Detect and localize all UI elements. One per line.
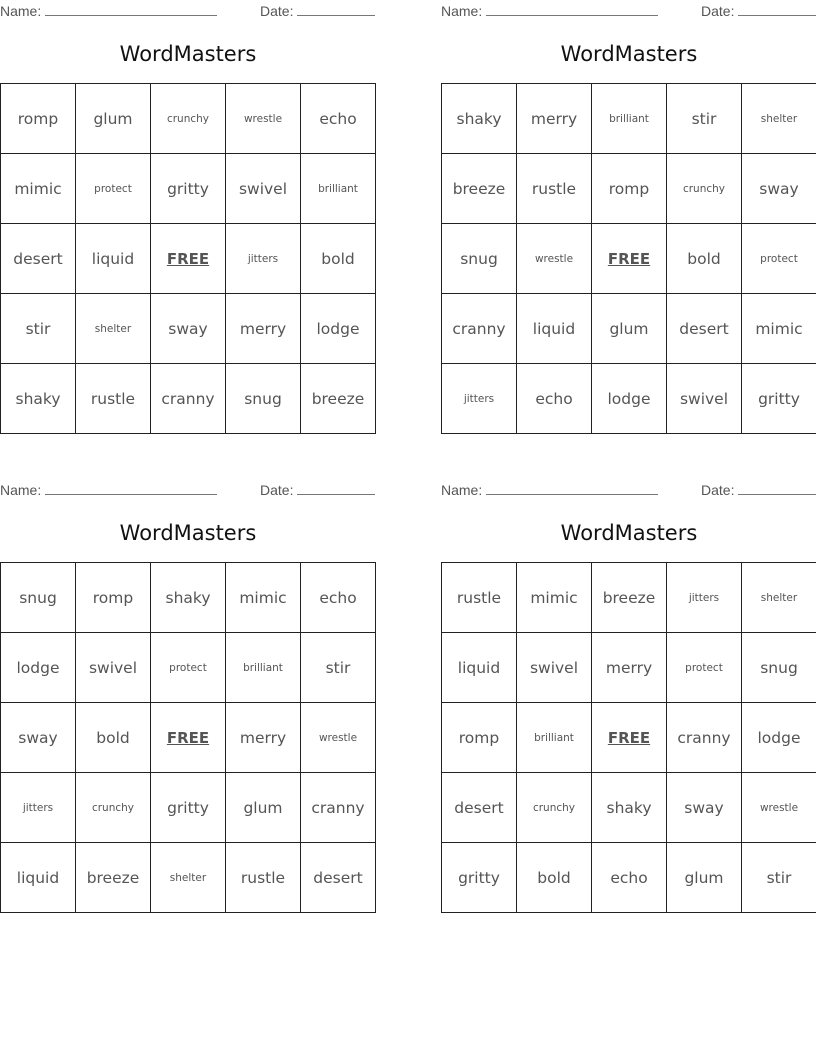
word-cell[interactable]: protect: [742, 224, 816, 294]
word-cell[interactable]: sway: [151, 294, 226, 364]
card-title: WordMasters: [560, 521, 698, 545]
word-cell[interactable]: glum: [226, 773, 301, 843]
grid-row: [442, 563, 816, 633]
date-label: Date:: [260, 482, 294, 498]
word-cell[interactable]: glum: [76, 84, 151, 154]
word-cell[interactable]: rustle: [517, 154, 592, 224]
word-cell[interactable]: swivel: [226, 154, 301, 224]
word-cell[interactable]: shelter: [742, 84, 816, 154]
grid-row: [442, 633, 816, 703]
word-cell[interactable]: cranny: [151, 364, 226, 434]
word-cell[interactable]: jitters: [1, 773, 76, 843]
word-cell[interactable]: crunchy: [517, 773, 592, 843]
bingo-card-2: [441, 0, 816, 434]
word-cell[interactable]: protect: [151, 633, 226, 703]
word-cell[interactable]: brilliant: [592, 84, 667, 154]
word-cell[interactable]: wrestle: [226, 84, 301, 154]
name-blank[interactable]: [45, 3, 217, 16]
word-cell[interactable]: rustle: [76, 364, 151, 434]
word-cell[interactable]: gritty: [442, 843, 517, 913]
word-cell[interactable]: stir: [667, 84, 742, 154]
bingo-grid: [441, 562, 816, 913]
word-cell[interactable]: sway: [1, 703, 76, 773]
word-cell[interactable]: stir: [742, 843, 816, 913]
word-cell[interactable]: shaky: [442, 84, 517, 154]
word-cell[interactable]: jitters: [226, 224, 301, 294]
date-blank[interactable]: [297, 3, 375, 16]
word-cell[interactable]: glum: [667, 843, 742, 913]
grid-row: [1, 563, 376, 633]
word-cell[interactable]: echo: [301, 84, 376, 154]
date-label: Date:: [260, 3, 294, 19]
word-cell[interactable]: bold: [301, 224, 376, 294]
grid-row: [1, 154, 376, 224]
name-date-line: [441, 482, 735, 498]
word-cell[interactable]: wrestle: [301, 703, 376, 773]
word-cell[interactable]: gritty: [151, 773, 226, 843]
word-cell[interactable]: cranny: [667, 703, 742, 773]
word-cell[interactable]: shaky: [592, 773, 667, 843]
date-blank[interactable]: [297, 482, 375, 495]
bingo-grid: [441, 83, 816, 434]
word-cell[interactable]: shaky: [151, 563, 226, 633]
word-cell[interactable]: romp: [76, 563, 151, 633]
word-cell[interactable]: jitters: [667, 563, 742, 633]
word-cell[interactable]: protect: [667, 633, 742, 703]
free-space-cell[interactable]: FREE: [592, 703, 667, 773]
word-cell[interactable]: stir: [1, 294, 76, 364]
grid-row: [442, 703, 816, 773]
word-cell[interactable]: cranny: [442, 294, 517, 364]
word-cell[interactable]: mimic: [742, 294, 816, 364]
word-cell[interactable]: shelter: [742, 563, 816, 633]
grid-row: [1, 773, 376, 843]
word-cell[interactable]: swivel: [667, 364, 742, 434]
date-blank[interactable]: [738, 3, 816, 16]
word-cell[interactable]: desert: [442, 773, 517, 843]
word-cell[interactable]: rustle: [226, 843, 301, 913]
grid-row: [1, 703, 376, 773]
word-cell[interactable]: crunchy: [151, 84, 226, 154]
card-title: WordMasters: [119, 42, 257, 66]
word-cell[interactable]: breeze: [301, 364, 376, 434]
name-label: Name:: [441, 482, 483, 498]
word-cell[interactable]: sway: [742, 154, 816, 224]
grid-row: [1, 224, 376, 294]
word-cell[interactable]: shelter: [151, 843, 226, 913]
word-cell[interactable]: stir: [301, 633, 376, 703]
grid-row: [442, 224, 816, 294]
word-cell[interactable]: romp: [592, 154, 667, 224]
date-label: Date:: [701, 482, 735, 498]
word-cell[interactable]: sway: [667, 773, 742, 843]
word-cell[interactable]: wrestle: [517, 224, 592, 294]
bingo-card-1: [0, 0, 376, 434]
free-space-cell[interactable]: FREE: [592, 224, 667, 294]
name-date-line: [0, 482, 294, 498]
bingo-card-4: [441, 479, 816, 913]
word-cell[interactable]: bold: [76, 703, 151, 773]
word-cell[interactable]: rustle: [442, 563, 517, 633]
free-space-cell[interactable]: FREE: [151, 224, 226, 294]
word-cell[interactable]: echo: [592, 843, 667, 913]
name-date-line: [0, 3, 294, 19]
word-cell[interactable]: liquid: [1, 843, 76, 913]
word-cell[interactable]: mimic: [1, 154, 76, 224]
word-cell[interactable]: swivel: [517, 633, 592, 703]
word-cell[interactable]: mimic: [226, 563, 301, 633]
word-cell[interactable]: glum: [592, 294, 667, 364]
grid-row: [442, 84, 816, 154]
word-cell[interactable]: echo: [517, 364, 592, 434]
word-cell[interactable]: mimic: [517, 563, 592, 633]
word-cell[interactable]: brilliant: [517, 703, 592, 773]
word-cell[interactable]: romp: [1, 84, 76, 154]
word-cell[interactable]: crunchy: [667, 154, 742, 224]
word-cell[interactable]: shaky: [1, 364, 76, 434]
grid-row: [1, 843, 376, 913]
name-blank[interactable]: [486, 482, 658, 495]
word-cell[interactable]: brilliant: [301, 154, 376, 224]
word-cell[interactable]: breeze: [76, 843, 151, 913]
word-cell[interactable]: echo: [301, 563, 376, 633]
grid-row: [442, 773, 816, 843]
word-cell[interactable]: merry: [517, 84, 592, 154]
word-cell[interactable]: gritty: [151, 154, 226, 224]
word-cell[interactable]: merry: [226, 703, 301, 773]
bingo-grid: [0, 83, 376, 434]
card-title: WordMasters: [119, 521, 257, 545]
word-cell[interactable]: romp: [442, 703, 517, 773]
word-cell[interactable]: cranny: [301, 773, 376, 843]
free-space-cell[interactable]: FREE: [151, 703, 226, 773]
date-group: [260, 3, 375, 19]
date-blank[interactable]: [738, 482, 816, 495]
word-cell[interactable]: lodge: [301, 294, 376, 364]
word-cell[interactable]: snug: [442, 224, 517, 294]
card-title: WordMasters: [560, 42, 698, 66]
word-cell[interactable]: swivel: [76, 633, 151, 703]
name-blank[interactable]: [486, 3, 658, 16]
word-cell[interactable]: snug: [226, 364, 301, 434]
date-label: Date:: [701, 3, 735, 19]
word-cell[interactable]: snug: [742, 633, 816, 703]
bingo-grid: [0, 562, 376, 913]
word-cell[interactable]: protect: [76, 154, 151, 224]
grid-row: [442, 294, 816, 364]
grid-row: [442, 843, 816, 913]
date-group: [701, 3, 816, 19]
word-cell[interactable]: desert: [301, 843, 376, 913]
name-date-line: [441, 3, 735, 19]
word-cell[interactable]: snug: [1, 563, 76, 633]
word-cell[interactable]: merry: [226, 294, 301, 364]
grid-row: [442, 364, 816, 434]
bingo-card-3: [0, 479, 376, 913]
name-label: Name:: [441, 3, 483, 19]
word-cell[interactable]: lodge: [592, 364, 667, 434]
word-cell[interactable]: jitters: [442, 364, 517, 434]
grid-row: [1, 364, 376, 434]
date-group: [701, 482, 816, 498]
word-cell[interactable]: lodge: [742, 703, 816, 773]
name-blank[interactable]: [45, 482, 217, 495]
word-cell[interactable]: bold: [667, 224, 742, 294]
word-cell[interactable]: desert: [667, 294, 742, 364]
word-cell[interactable]: liquid: [442, 633, 517, 703]
word-cell[interactable]: bold: [517, 843, 592, 913]
word-cell[interactable]: crunchy: [76, 773, 151, 843]
date-group: [260, 482, 375, 498]
word-cell[interactable]: lodge: [1, 633, 76, 703]
word-cell[interactable]: breeze: [442, 154, 517, 224]
word-cell[interactable]: breeze: [592, 563, 667, 633]
grid-row: [442, 154, 816, 224]
name-label: Name:: [0, 482, 42, 498]
word-cell[interactable]: brilliant: [226, 633, 301, 703]
word-cell[interactable]: wrestle: [742, 773, 816, 843]
word-cell[interactable]: gritty: [742, 364, 816, 434]
grid-row: [1, 294, 376, 364]
grid-row: [1, 633, 376, 703]
word-cell[interactable]: liquid: [517, 294, 592, 364]
word-cell[interactable]: merry: [592, 633, 667, 703]
word-cell[interactable]: desert: [1, 224, 76, 294]
word-cell[interactable]: shelter: [76, 294, 151, 364]
word-cell[interactable]: liquid: [76, 224, 151, 294]
name-label: Name:: [0, 3, 42, 19]
grid-row: [1, 84, 376, 154]
